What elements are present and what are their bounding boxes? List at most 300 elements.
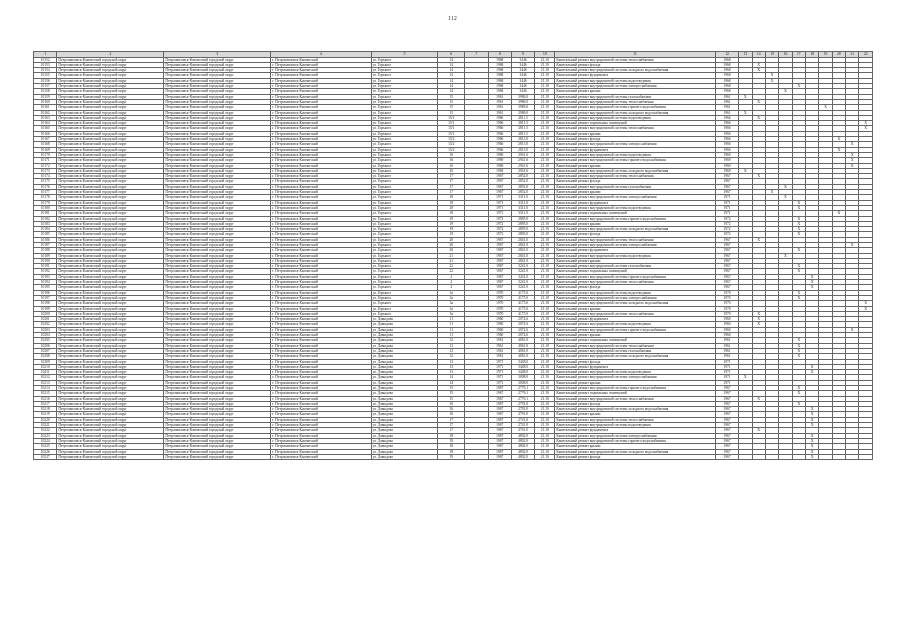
table-cell: 1967 bbox=[715, 417, 738, 422]
table-cell: ул. Горького bbox=[371, 184, 438, 189]
table-cell: Петропавловск-Камчатский городской округ bbox=[164, 174, 271, 179]
table-body bbox=[34, 57, 873, 460]
table-cell: 1966 bbox=[488, 147, 511, 152]
table-cell: 10197 bbox=[34, 295, 57, 300]
table-cell: Капитальный ремонт фундамента bbox=[555, 248, 715, 253]
table-cell: ул. Давыдова bbox=[371, 354, 438, 359]
table-cell: 15/1 bbox=[438, 131, 465, 136]
mark-cell: X bbox=[832, 211, 845, 216]
table-cell: 1968 bbox=[715, 89, 738, 94]
table-cell: Петропавловск-Камчатский городской округ bbox=[164, 237, 271, 242]
table-cell: ул. Горького bbox=[371, 285, 438, 290]
table-cell: ул. Горького bbox=[371, 78, 438, 83]
table-cell: г. Петропавловск-Камчатский bbox=[271, 412, 371, 417]
table-cell: Петропавловск-Камчатский городской округ bbox=[164, 227, 271, 232]
mark-cell: X bbox=[805, 449, 818, 454]
table-cell: Петропавловск-Камчатский городской округ bbox=[57, 274, 164, 279]
table-cell: 1967 bbox=[715, 386, 738, 391]
table-cell: 20 bbox=[438, 237, 465, 242]
table-cell: г. Петропавловск-Камчатский bbox=[271, 147, 371, 152]
table-cell: 14 bbox=[438, 73, 465, 78]
table-cell: 21.10 bbox=[535, 216, 555, 221]
table-cell: Капитальный ремонт крыши bbox=[555, 333, 715, 338]
mark-cell: X bbox=[792, 295, 805, 300]
table-cell: 18 bbox=[438, 205, 465, 210]
column-header: 18 bbox=[805, 52, 818, 58]
table-cell: 21.10 bbox=[535, 333, 555, 338]
table-cell: г. Петропавловск-Камчатский bbox=[271, 359, 371, 364]
mark-cell: X bbox=[765, 73, 778, 78]
table-cell: г. Петропавловск-Камчатский bbox=[271, 423, 371, 428]
table-cell: 15 bbox=[438, 99, 465, 104]
table-cell: 3446 bbox=[511, 89, 534, 94]
table-cell: г. Петропавловск-Камчатский bbox=[271, 84, 371, 89]
table-cell: 1961 bbox=[715, 110, 738, 115]
mark-cell bbox=[765, 454, 778, 459]
table-cell: 2 bbox=[438, 280, 465, 285]
table-cell: Капитальный ремонт внутридомовой системы электроснабжения bbox=[555, 433, 715, 438]
table-cell: Капитальный ремонт внутридомовой системы электроснабжения bbox=[555, 295, 715, 300]
table-cell: Капитальный ремонт крыши bbox=[555, 89, 715, 94]
table-cell: 1970 bbox=[715, 301, 738, 306]
table-cell: Петропавловск-Камчатский городской округ bbox=[57, 354, 164, 359]
table-cell: Петропавловск-Камчатский городской округ bbox=[164, 449, 271, 454]
table-cell: Петропавловск-Камчатский городской округ bbox=[164, 115, 271, 120]
table-cell: г. Петропавловск-Камчатский bbox=[271, 306, 371, 311]
table-cell: Капитальный ремонт фундамента bbox=[555, 428, 715, 433]
table-cell: Капитальный ремонт крыши bbox=[555, 380, 715, 385]
table-cell: 3986.0 bbox=[511, 110, 534, 115]
table-cell: ул. Горького bbox=[371, 68, 438, 73]
table-cell: г. Петропавловск-Камчатский bbox=[271, 190, 371, 195]
table-cell: Петропавловск-Камчатский городской округ bbox=[57, 311, 164, 316]
table-cell: 11 bbox=[438, 317, 465, 322]
table-cell: 4061.0 bbox=[511, 343, 534, 348]
table-cell: 15/1 bbox=[438, 126, 465, 131]
mark-cell: X bbox=[805, 274, 818, 279]
table-cell: Капитальный ремонт фундамента bbox=[555, 147, 715, 152]
table-cell: Капитальный ремонт внутридомовой системы электроснабжения bbox=[555, 142, 715, 147]
table-cell: 21.10 bbox=[535, 444, 555, 449]
table-cell: Капитальный ремонт фасада bbox=[555, 359, 715, 364]
table-cell: Петропавловск-Камчатский городской округ bbox=[57, 121, 164, 126]
table-cell: Петропавловск-Камчатский городской округ bbox=[164, 354, 271, 359]
table-cell: 1967 bbox=[488, 407, 511, 412]
table-cell: 1971 bbox=[488, 364, 511, 369]
table-cell: 1961 bbox=[715, 343, 738, 348]
column-header: 5 bbox=[371, 52, 438, 58]
column-header: 20 bbox=[832, 52, 845, 58]
table-cell: 1972 bbox=[488, 227, 511, 232]
mark-cell: X bbox=[792, 290, 805, 295]
table-cell: 1972 bbox=[488, 221, 511, 226]
mark-cell: X bbox=[846, 152, 859, 157]
table-cell: Петропавловск-Камчатский городской округ bbox=[164, 131, 271, 136]
table-cell: ул. Горького bbox=[371, 179, 438, 184]
table-cell: Петропавловск-Камчатский городской округ bbox=[57, 242, 164, 247]
table-cell: Петропавловск-Камчатский городской округ bbox=[57, 105, 164, 110]
mark-cell: X bbox=[792, 221, 805, 226]
table-cell: Капитальный ремонт крыши bbox=[555, 306, 715, 311]
column-header: 21 bbox=[846, 52, 859, 58]
table-cell: 14 bbox=[438, 375, 465, 380]
table-cell: 17 bbox=[438, 417, 465, 422]
table-cell: 1961 bbox=[715, 105, 738, 110]
mark-cell: X bbox=[779, 253, 792, 258]
table-cell: 1966 bbox=[715, 121, 738, 126]
table-cell: ул. Горького bbox=[371, 290, 438, 295]
mark-cell: X bbox=[846, 242, 859, 247]
table-cell: Капитальный ремонт внутридомовой системы теплоснабжения bbox=[555, 237, 715, 242]
table-cell: 2841.0 bbox=[511, 242, 534, 247]
table-cell: Петропавловск-Камчатский городской округ bbox=[164, 99, 271, 104]
table-cell: Капитальный ремонт подвальных помещений bbox=[555, 121, 715, 126]
table-cell: 1971 bbox=[715, 200, 738, 205]
table-cell: Петропавловск-Камчатский городской округ bbox=[57, 78, 164, 83]
table-cell: 10176 bbox=[34, 184, 57, 189]
table-cell: 2841.0 bbox=[511, 253, 534, 258]
table-cell: ул. Давыдова bbox=[371, 391, 438, 396]
table-cell: 4802.0 bbox=[511, 438, 534, 443]
table-cell: Петропавловск-Камчатский городской округ bbox=[57, 131, 164, 136]
table-cell: 2 bbox=[438, 285, 465, 290]
table-cell: Капитальный ремонт подвальных помещений bbox=[555, 211, 715, 216]
table-cell: Капитальный ремонт внутридомовой системы горячего водоснабжения bbox=[555, 216, 715, 221]
table-cell: Петропавловск-Камчатский городской округ bbox=[164, 338, 271, 343]
table-cell: Петропавловск-Камчатский городской округ bbox=[164, 253, 271, 258]
table-cell: 10195 bbox=[34, 285, 57, 290]
table-cell: 21.10 bbox=[535, 449, 555, 454]
table-cell: 21.10 bbox=[535, 396, 555, 401]
table-cell: ул. Давыдова bbox=[371, 375, 438, 380]
table-cell: Петропавловск-Камчатский городской округ bbox=[57, 333, 164, 338]
table-cell: Капитальный ремонт внутридомовой системы газоснабжения bbox=[555, 184, 715, 189]
table-cell: Петропавловск-Камчатский городской округ bbox=[164, 423, 271, 428]
table-cell: 15 bbox=[438, 105, 465, 110]
table-cell: г. Петропавловск-Камчатский bbox=[271, 375, 371, 380]
table-cell: 1968 bbox=[715, 84, 738, 89]
table-cell: 10203 bbox=[34, 327, 57, 332]
table-cell: 4061.0 bbox=[511, 354, 534, 359]
table-cell: 4802.0 bbox=[511, 444, 534, 449]
table-cell: 21.10 bbox=[535, 131, 555, 136]
table-cell: 15/1 bbox=[438, 115, 465, 120]
table-cell: 1960 bbox=[488, 327, 511, 332]
table-cell: г. Петропавловск-Камчатский bbox=[271, 184, 371, 189]
table-cell: Петропавловск-Камчатский городской округ bbox=[164, 428, 271, 433]
table-cell: Петропавловск-Камчатский городской округ bbox=[57, 115, 164, 120]
table-cell: 3986.0 bbox=[511, 94, 534, 99]
table-cell: Петропавловск-Камчатский городской округ bbox=[164, 110, 271, 115]
table-cell: 3241.0 bbox=[511, 280, 534, 285]
table-cell: Капитальный ремонт внутридомовой системы холодного водоснабжения bbox=[555, 227, 715, 232]
table-cell: 1969 bbox=[715, 158, 738, 163]
table-cell: 1961 bbox=[715, 354, 738, 359]
table-cell: 10168 bbox=[34, 142, 57, 147]
table-cell: Петропавловск-Камчатский городской округ bbox=[57, 290, 164, 295]
table-cell: 1967 bbox=[715, 174, 738, 179]
table-cell: г. Петропавловск-Камчатский bbox=[271, 242, 371, 247]
table-cell: Капитальный ремонт подвальных помещений bbox=[555, 269, 715, 274]
table-cell: 1967 bbox=[715, 258, 738, 263]
table-cell: 21.10 bbox=[535, 227, 555, 232]
table-cell: 21.10 bbox=[535, 258, 555, 263]
table-cell: Капитальный ремонт внутридомовой системы горячего водоснабжения bbox=[555, 386, 715, 391]
table-cell: Петропавловск-Камчатский городской округ bbox=[164, 386, 271, 391]
table-cell: 1966 bbox=[488, 121, 511, 126]
table-cell: г. Петропавловск-Камчатский bbox=[271, 285, 371, 290]
table-cell: 22 bbox=[438, 269, 465, 274]
table-cell: 1967 bbox=[715, 237, 738, 242]
table-cell: 10222 bbox=[34, 428, 57, 433]
table-cell: г. Петропавловск-Камчатский bbox=[271, 449, 371, 454]
table-cell: Петропавловск-Камчатский городской округ bbox=[164, 375, 271, 380]
table-cell: 21.10 bbox=[535, 179, 555, 184]
mark-cell: X bbox=[792, 338, 805, 343]
table-cell: 10198 bbox=[34, 301, 57, 306]
table-cell: 14 bbox=[438, 84, 465, 89]
table-cell: 10225 bbox=[34, 444, 57, 449]
table-cell: ул. Горького bbox=[371, 131, 438, 136]
table-cell: 3а bbox=[438, 306, 465, 311]
table-cell: Петропавловск-Камчатский городской округ bbox=[57, 370, 164, 375]
table-cell: 19 bbox=[438, 216, 465, 221]
table-cell: Капитальный ремонт крыши bbox=[555, 131, 715, 136]
mark-cell: X bbox=[792, 248, 805, 253]
table-cell: Петропавловск-Камчатский городской округ bbox=[164, 454, 271, 459]
table-cell: 1969 bbox=[715, 168, 738, 173]
table-cell: ул. Горького bbox=[371, 105, 438, 110]
table-cell: 21.10 bbox=[535, 62, 555, 67]
table-cell: 10185 bbox=[34, 232, 57, 237]
table-cell: 21.10 bbox=[535, 73, 555, 78]
table-cell: 10199 bbox=[34, 306, 57, 311]
table-cell: 17 bbox=[438, 179, 465, 184]
mark-cell: X bbox=[805, 417, 818, 422]
table-cell: 1971 bbox=[488, 375, 511, 380]
table-cell: 2941.6 bbox=[511, 158, 534, 163]
table-cell: ул. Давыдова bbox=[371, 380, 438, 385]
table-cell: 3311.0 bbox=[511, 200, 534, 205]
table-cell: Капитальный ремонт внутридомовой системы холодного водоснабжения bbox=[555, 68, 715, 73]
table-cell: г. Петропавловск-Камчатский bbox=[271, 433, 371, 438]
table-cell: 17 bbox=[438, 423, 465, 428]
table-cell: ул. Горького bbox=[371, 190, 438, 195]
mark-cell: X bbox=[792, 227, 805, 232]
table-cell: 1969 bbox=[715, 163, 738, 168]
mark-cell: X bbox=[859, 121, 873, 126]
table-cell: 20 bbox=[438, 248, 465, 253]
mark-cell: X bbox=[792, 84, 805, 89]
table-cell: Петропавловск-Камчатский городской округ bbox=[164, 200, 271, 205]
mark-cell: X bbox=[752, 317, 765, 322]
table-cell: 1967 bbox=[715, 433, 738, 438]
table-cell: 21.10 bbox=[535, 438, 555, 443]
mark-cell: X bbox=[805, 370, 818, 375]
table-cell: 3446 bbox=[511, 62, 534, 67]
table-cell: 1970 bbox=[488, 295, 511, 300]
column-header: 14 bbox=[752, 52, 765, 58]
table-cell: Капитальный ремонт фундамента bbox=[555, 73, 715, 78]
table-cell: Капитальный ремонт внутридомовой системы водоотведения bbox=[555, 78, 715, 83]
table-cell: ул. Горького bbox=[371, 311, 438, 316]
table-cell: ул. Горького bbox=[371, 211, 438, 216]
table-cell: 1972 bbox=[715, 221, 738, 226]
table-cell: 3241.0 bbox=[511, 274, 534, 279]
table-cell: Петропавловск-Камчатский городской округ bbox=[57, 184, 164, 189]
table-cell: ул. Горького bbox=[371, 248, 438, 253]
mark-cell: X bbox=[752, 311, 765, 316]
table-cell: 10189 bbox=[34, 253, 57, 258]
table-cell: 2811.5 bbox=[511, 126, 534, 131]
table-cell: 10187 bbox=[34, 242, 57, 247]
table-cell: Капитальный ремонт внутридомовой системы газоснабжения bbox=[555, 348, 715, 353]
table-cell: 12 bbox=[438, 338, 465, 343]
table-cell: Петропавловск-Камчатский городской округ bbox=[57, 62, 164, 67]
table-cell: г. Петропавловск-Камчатский bbox=[271, 454, 371, 459]
table-cell: 21.10 bbox=[535, 94, 555, 99]
table-cell: 21.10 bbox=[535, 242, 555, 247]
table-cell: 1966 bbox=[715, 137, 738, 142]
mark-cell: X bbox=[859, 126, 873, 131]
table-cell: Петропавловск-Камчатский городской округ bbox=[57, 152, 164, 157]
column-header: 17 bbox=[792, 52, 805, 58]
table-cell: 18 bbox=[438, 433, 465, 438]
table-cell: 3008.0 bbox=[511, 380, 534, 385]
table-cell: 1961 bbox=[715, 99, 738, 104]
table-cell: Петропавловск-Камчатский городской округ bbox=[164, 121, 271, 126]
table-cell: г. Петропавловск-Камчатский bbox=[271, 126, 371, 131]
table-cell: 21.10 bbox=[535, 412, 555, 417]
table-cell: г. Петропавловск-Камчатский bbox=[271, 428, 371, 433]
table-cell: 1967 bbox=[488, 412, 511, 417]
table-cell: Петропавловск-Камчатский городской округ bbox=[57, 269, 164, 274]
mark-cell: X bbox=[846, 163, 859, 168]
table-cell: 10214 bbox=[34, 386, 57, 391]
table-cell: 1967 bbox=[715, 412, 738, 417]
table-cell: 2811.5 bbox=[511, 131, 534, 136]
table-cell: 21.10 bbox=[535, 237, 555, 242]
table-cell: Петропавловск-Камчатский городской округ bbox=[57, 216, 164, 221]
table-cell: ул. Давыдова bbox=[371, 423, 438, 428]
table-cell: Петропавловск-Камчатский городской округ bbox=[57, 295, 164, 300]
table-cell: 13 bbox=[438, 359, 465, 364]
table-cell: 21.10 bbox=[535, 280, 555, 285]
table-cell: Петропавловск-Камчатский городской округ bbox=[57, 253, 164, 258]
table-cell: Петропавловск-Камчатский городской округ bbox=[164, 89, 271, 94]
table-cell: 21.10 bbox=[535, 200, 555, 205]
table-cell: Петропавловск-Камчатский городской округ bbox=[57, 142, 164, 147]
table-cell: 1972 bbox=[715, 216, 738, 221]
table-cell: Петропавловск-Камчатский городской округ bbox=[164, 327, 271, 332]
table-cell: г. Петропавловск-Камчатский bbox=[271, 258, 371, 263]
table-cell: 10163 bbox=[34, 115, 57, 120]
table-cell: 21.10 bbox=[535, 269, 555, 274]
table-cell: 1967 bbox=[715, 454, 738, 459]
table-cell: Капитальный ремонт крыши bbox=[555, 258, 715, 263]
table-cell: 1967 bbox=[488, 449, 511, 454]
table-cell: Петропавловск-Камчатский городской округ bbox=[164, 258, 271, 263]
table-cell: Капитальный ремонт подвальных помещений bbox=[555, 391, 715, 396]
table-cell: 2941.6 bbox=[511, 168, 534, 173]
table-cell: г. Петропавловск-Камчатский bbox=[271, 317, 371, 322]
table-cell: Капитальный ремонт внутридомовой системы горячего водоснабжения bbox=[555, 327, 715, 332]
table-cell: 10206 bbox=[34, 343, 57, 348]
table-cell: 1968 bbox=[488, 89, 511, 94]
table-cell: 2852.0 bbox=[511, 184, 534, 189]
table-cell: 21.10 bbox=[535, 428, 555, 433]
table-cell: г. Петропавловск-Камчатский bbox=[271, 221, 371, 226]
table-cell: ул. Горького bbox=[371, 195, 438, 200]
table-cell: ул. Горького bbox=[371, 99, 438, 104]
table-cell: ул. Горького bbox=[371, 174, 438, 179]
table-cell: 18 bbox=[438, 449, 465, 454]
table-cell: 2741.0 bbox=[511, 417, 534, 422]
table-cell: 3446 bbox=[511, 68, 534, 73]
table-cell: 1971 bbox=[715, 380, 738, 385]
table-cell: 14 bbox=[438, 68, 465, 73]
table-cell: 21.10 bbox=[535, 195, 555, 200]
table-cell: 1971 bbox=[715, 375, 738, 380]
table-cell: Петропавловск-Камчатский городской округ bbox=[164, 105, 271, 110]
table-cell: 10216 bbox=[34, 396, 57, 401]
table-cell: 11 bbox=[438, 322, 465, 327]
table-cell: 2741.0 bbox=[511, 423, 534, 428]
table-cell: 10157 bbox=[34, 84, 57, 89]
table-cell: 1967 bbox=[488, 237, 511, 242]
table-cell: 1967 bbox=[715, 242, 738, 247]
table-cell: 21.10 bbox=[535, 327, 555, 332]
table-cell: Петропавловск-Камчатский городской округ bbox=[57, 444, 164, 449]
table-cell: Петропавловск-Камчатский городской округ bbox=[57, 317, 164, 322]
table-cell: 17 bbox=[438, 428, 465, 433]
table-cell: 4061.0 bbox=[511, 348, 534, 353]
table-cell: ул. Горького bbox=[371, 295, 438, 300]
table-cell: 16 bbox=[438, 168, 465, 173]
table-cell: 3а bbox=[438, 295, 465, 300]
table-cell: 10205 bbox=[34, 338, 57, 343]
table-cell: 10184 bbox=[34, 227, 57, 232]
column-header: 9 bbox=[511, 52, 534, 58]
table-cell: 14 bbox=[438, 62, 465, 67]
table-cell: г. Петропавловск-Камчатский bbox=[271, 137, 371, 142]
table-cell: 10227 bbox=[34, 454, 57, 459]
table-cell: 21.10 bbox=[535, 184, 555, 189]
table-cell: 18 bbox=[438, 444, 465, 449]
table-cell: 1968 bbox=[715, 73, 738, 78]
table-cell: 1971 bbox=[715, 359, 738, 364]
table-cell: 1967 bbox=[488, 396, 511, 401]
column-header: 1 bbox=[34, 52, 57, 58]
table-cell: Петропавловск-Камчатский городской округ bbox=[57, 258, 164, 263]
table-cell: 15 bbox=[438, 94, 465, 99]
table-cell: ул. Горького bbox=[371, 227, 438, 232]
mark-cell: X bbox=[859, 306, 873, 311]
table-cell: 10160 bbox=[34, 99, 57, 104]
column-header: 8 bbox=[488, 52, 511, 58]
table-cell: г. Петропавловск-Камчатский bbox=[271, 227, 371, 232]
table-cell: 1967 bbox=[488, 280, 511, 285]
table-cell: Петропавловск-Камчатский городской округ bbox=[164, 221, 271, 226]
table-cell: 21.10 bbox=[535, 401, 555, 406]
table-cell: Петропавловск-Камчатский городской округ bbox=[164, 264, 271, 269]
table-cell: 1960 bbox=[715, 333, 738, 338]
table-cell: Капитальный ремонт фундамента bbox=[555, 317, 715, 322]
table-cell: 1961 bbox=[488, 99, 511, 104]
table-cell: 10158 bbox=[34, 89, 57, 94]
table-cell: ул. Горького bbox=[371, 237, 438, 242]
table-cell: 1971 bbox=[488, 205, 511, 210]
